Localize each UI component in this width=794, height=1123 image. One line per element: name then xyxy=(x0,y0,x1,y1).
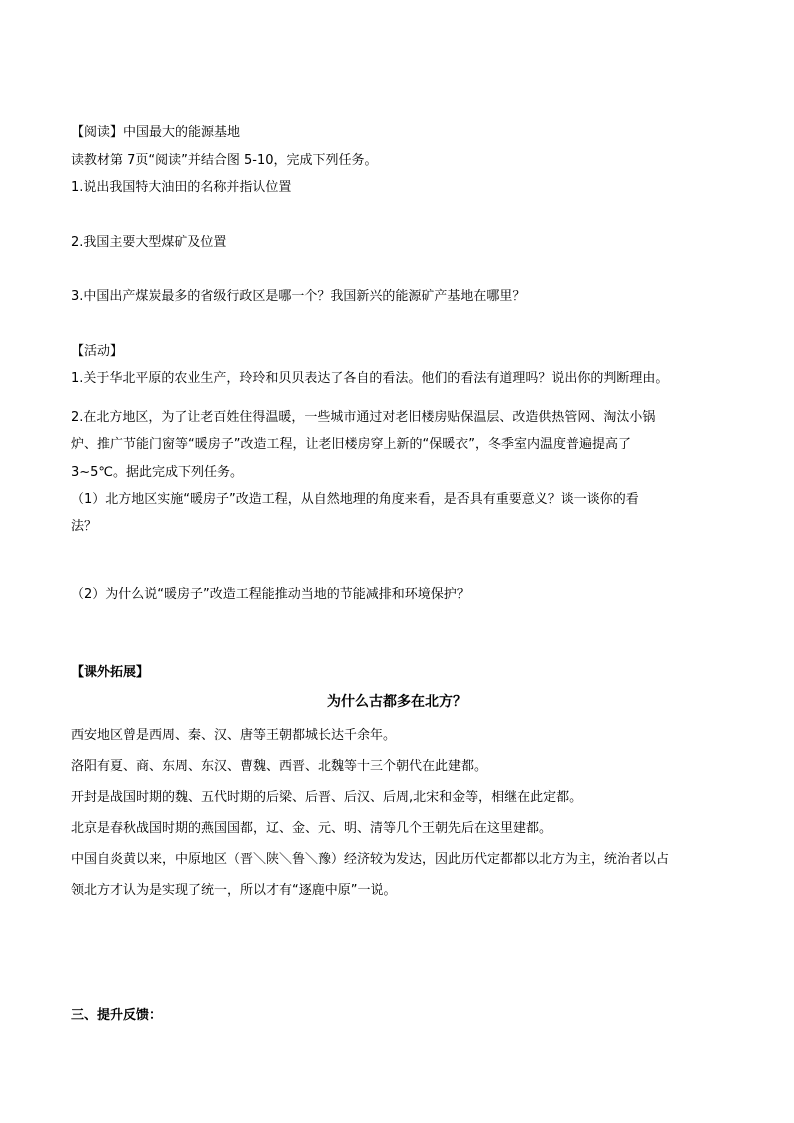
extension-paragraph-3: 开封是战国时期的魏、五代时期的后梁、后晋、后汉、后周,北宋和金等，相继在此定都。 xyxy=(71,790,583,805)
extension-paragraph-5-line-1: 中国自炎黄以来，中原地区（晋＼陕＼鲁＼豫）经济较为发达，因此历代定都都以北方为主，统治者以占 xyxy=(71,852,670,867)
activity-question-2-line-3: 3~5℃。据此完成下列任务。 xyxy=(71,465,244,480)
extension-paragraph-5-line-2: 领北方才认为是实现了统一，所以才有“逐鹿中原”一说。 xyxy=(71,883,397,898)
extension-title: 【课外拓展】 xyxy=(71,665,150,680)
extension-paragraph-4: 北京是春秋战国时期的燕国国都，辽、金、元、明、清等几个王朝先后在这里建都。 xyxy=(71,821,553,836)
reading-question-3: 3.中国出产煤炭最多的省级行政区是哪一个？我国新兴的能源矿产基地在哪里？ xyxy=(71,289,526,304)
activity-question-2-line-1: 2.在北方地区，为了让老百姓住得温暖，一些城市通过对老旧楼房贴保温层、改造供热管网、淘汰小锅 xyxy=(71,410,656,425)
activity-question-1: 1.关于华北平原的农业生产，玲玲和贝贝表达了各自的看法。他们的看法有道理吗？说出你的判断理由。 xyxy=(71,371,669,386)
reading-question-1: 1.说出我国特大油田的名称并指认位置 xyxy=(71,180,292,195)
reading-question-2: 2.我国主要大型煤矿及位置 xyxy=(71,235,227,250)
extension-paragraph-2: 洛阳有夏、商、东周、东汉、曹魏、西晋、北魏等十三个朝代在此建都。 xyxy=(71,759,488,774)
activity-subquestion-2: （2）为什么说“暖房子”改造工程能推动当地的节能减排和环境保护？ xyxy=(71,587,470,602)
activity-subquestion-1-line-2: 法？ xyxy=(71,519,98,534)
extension-heading: 为什么古都多在北方？ xyxy=(327,694,467,710)
extension-paragraph-1: 西安地区曾是西周、秦、汉、唐等王朝都城长达千余年。 xyxy=(71,728,397,743)
activity-title: 【活动】 xyxy=(71,344,124,359)
activity-subquestion-1-line-1: （1）北方地区实施“暖房子”改造工程，从自然地理的角度来看，是否具有重要意义？谈一谈你的看 xyxy=(71,492,639,507)
feedback-title: 三、提升反馈： xyxy=(71,1008,163,1023)
reading-title: 【阅读】中国最大的能源基地 xyxy=(71,125,241,140)
reading-instruction: 读教材第 7页“阅读”并结合图 5-10，完成下列任务。 xyxy=(71,153,378,168)
activity-question-2-line-2: 炉、推广节能门窗等“暖房子”改造工程，让老旧楼房穿上新的“保暖衣”，冬季室内温度普遍提高了 xyxy=(71,437,631,452)
